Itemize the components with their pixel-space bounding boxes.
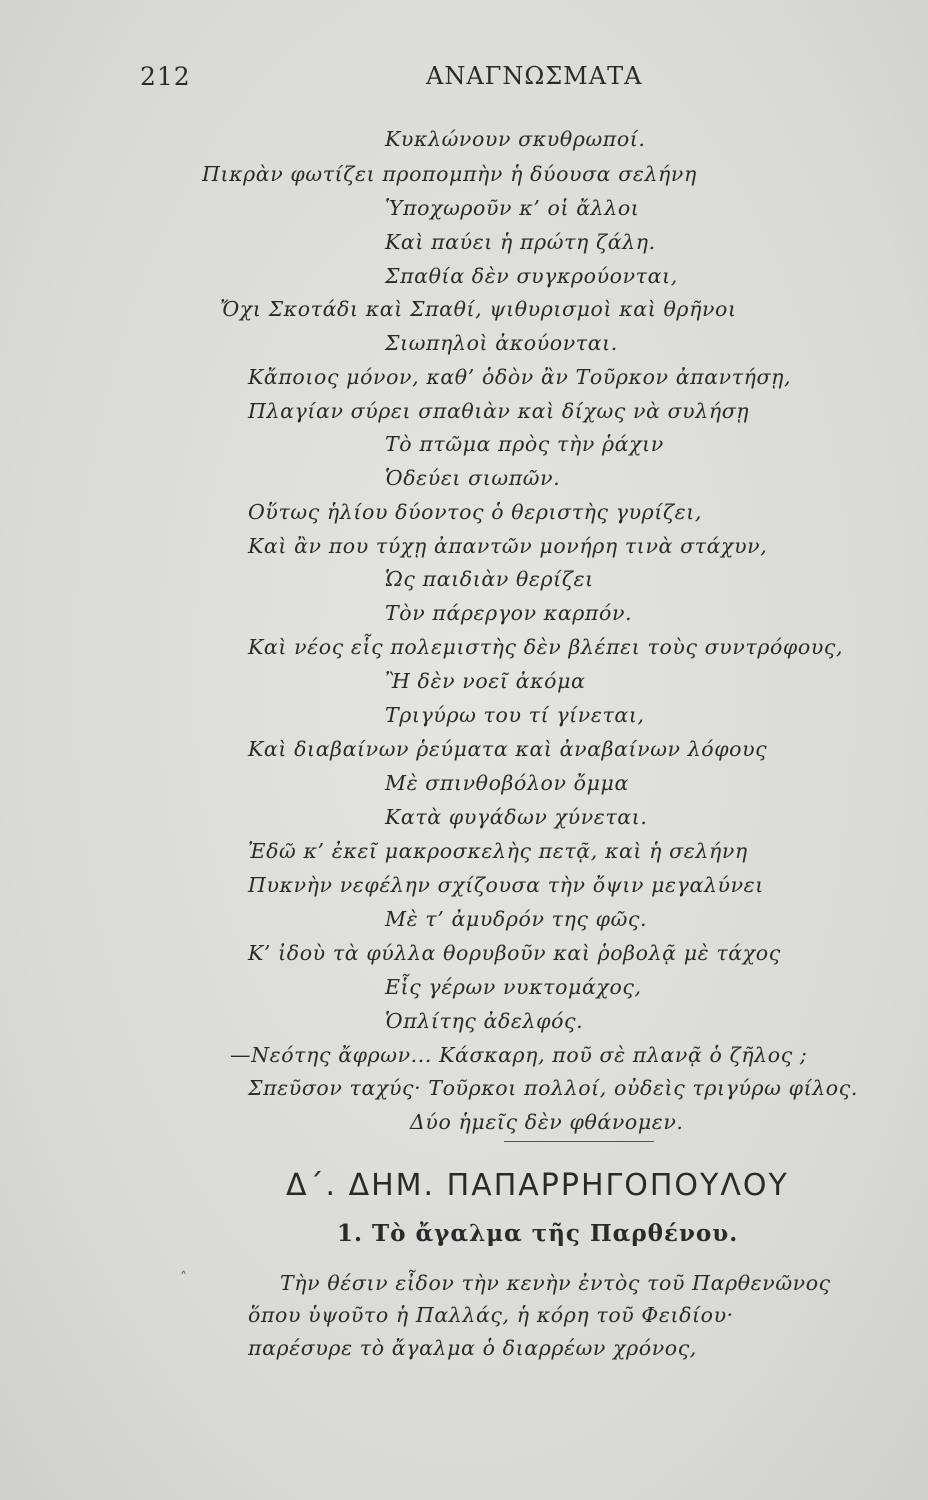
poem-line: Ὁπλίτης ἀδελφός. [385,1009,584,1033]
poem-line: Πυκνὴν νεφέλην σχίζουσα τὴν ὄψιν μεγαλύνει [248,873,764,897]
poem-line: Σπεῦσον ταχύς· Τοῦρκοι πολλοί, οὐδεὶς τριγύρω φίλος. [248,1076,858,1100]
poem-line: Ἢ δὲν νοεῖ ἀκόμα [385,669,586,693]
poem-line: Εἷς γέρων νυκτομάχος, [385,975,642,999]
section-subheading: 1. Τὸ ἄγαλμα τῆς Παρθένου. [337,1220,739,1247]
poem-line: Δύο ἡμεῖς δὲν φθάνομεν. [410,1110,684,1134]
margin-mark: ˄ [180,1270,187,1286]
poem-line: Κἄποιος μόνον, καθ’ ὁδὸν ἂν Τοῦρκον ἀπαντήσῃ, [248,365,792,389]
poem-line: Οὕτως ἡλίου δύοντος ὁ θεριστὴς γυρίζει, [248,500,703,524]
section-divider [504,1141,654,1142]
poem-line: Κυκλώνουν σκυθρωποί. [385,127,646,151]
poem-line: Κ’ ἰδοὺ τὰ φύλλα θορυβοῦν καὶ ῥοβολᾷ μὲ τάχος [248,941,781,965]
poem-line: Σπαθία δὲν συγκρούονται, [385,264,678,288]
poem-line: Ἐδῶ κ’ ἐκεῖ μακροσκελὴς πετᾷ, καὶ ἡ σελήνη [248,839,748,863]
poem-line: Ὑποχωροῦν κ’ οἱ ἄλλοι [385,196,640,220]
running-title: ΑΝΑΓΝΩΣΜΑΤΑ [426,62,643,90]
poem-line: Μὲ τ’ ἀμυδρόν της φῶς. [385,907,648,931]
poem-line: Καὶ ἂν που τύχῃ ἀπαντῶν μονήρη τινὰ στάχυν, [248,534,768,558]
prose-line: ὅπου ὑψοῦτο ἡ Παλλάς, ἡ κόρη τοῦ Φειδίου· [248,1303,734,1327]
poem-line: —Νεότης ἄφρων... Κάσκαρη, ποῦ σὲ πλανᾷ ὁ ζῆλος ; [230,1043,808,1067]
poem-line: Καὶ παύει ἡ πρώτη ζάλη. [385,230,656,254]
poem-line: Καὶ διαβαίνων ῥεύματα καὶ ἀναβαίνων λόφους [248,737,768,761]
poem-line: Τὸ πτῶμα πρὸς τὴν ῥάχιν [385,432,664,456]
poem-line: Ὁδεύει σιωπῶν. [385,466,561,490]
page-number: 212 [140,62,191,91]
poem-line: Ὄχι Σκοτάδι καὶ Σπαθί, ψιθυρισμοὶ καὶ θρῆνοι [220,297,737,321]
poem-line: Καὶ νέος εἷς πολεμιστὴς δὲν βλέπει τοὺς συντρόφους, [248,635,844,659]
poem-line: Σιωπηλοὶ ἀκούονται. [385,331,618,355]
poem-line: Μὲ σπινθοβόλον ὄμμα [385,771,629,795]
prose-line: Τὴν θέσιν εἶδον τὴν κενὴν ἐντὸς τοῦ Παρθενῶνος [280,1271,831,1295]
poem-line: Πικρὰν φωτίζει προπομπὴν ἡ δύουσα σελήνη [202,162,697,186]
section-heading: Δ΄. ΔΗΜ. ΠΑΠΑΡΡΗΓΟΠΟΥΛΟΥ [286,1168,789,1203]
poem-line: Τὸν πάρεργον καρπόν. [385,601,633,625]
poem-line: Τριγύρω του τί γίνεται, [385,703,645,727]
poem-line: Ὡς παιδιὰν θερίζει [385,567,594,591]
prose-line: παρέσυρε τὸ ἄγαλμα ὁ διαρρέων χρόνος, [248,1336,697,1360]
poem-line: Πλαγίαν σύρει σπαθιὰν καὶ δίχως νὰ συλήσῃ [248,399,750,423]
poem-line: Κατὰ φυγάδων χύνεται. [385,805,648,829]
